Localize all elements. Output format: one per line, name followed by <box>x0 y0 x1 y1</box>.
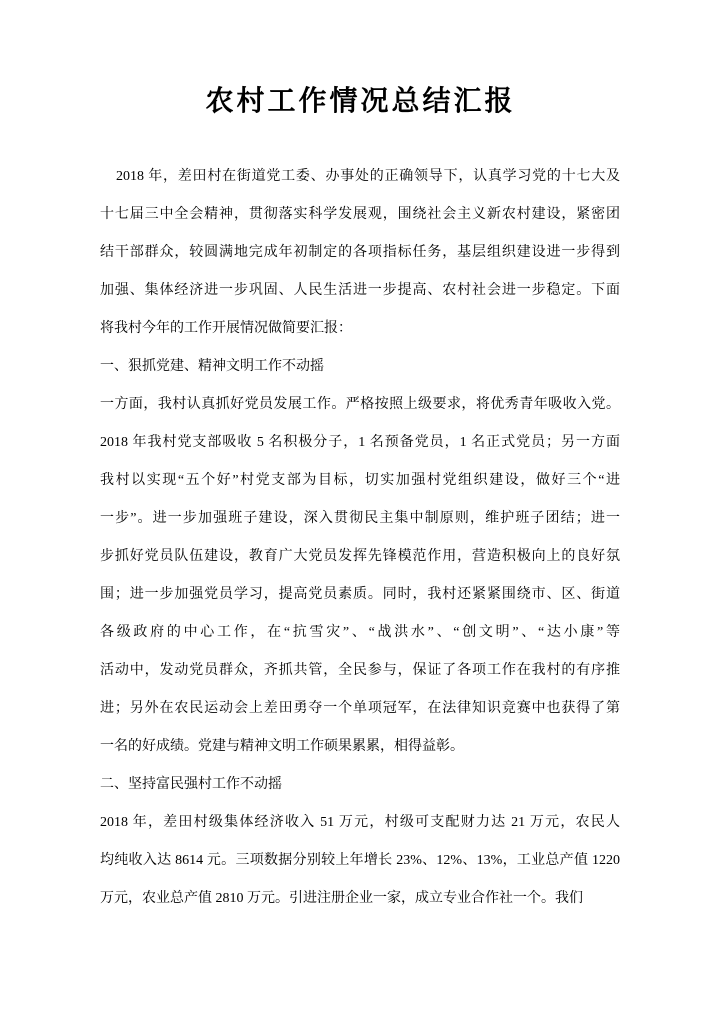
paragraph-line: 2018 年，差田村在街道党工委、办事处的正确领导下，认真学习党的十七大及 <box>116 169 620 184</box>
paragraph-line: 各级政府的中心工作，在“抗雪灾”、“战洪水”、“创文明”、“达小康”等 <box>100 625 620 640</box>
paragraph-line: 十七届三中全会精神，贯彻落实科学发展观，围绕社会主义新农村建设，紧密团 <box>100 207 620 222</box>
section-heading: 二、坚持富民强村工作不动摇 <box>100 777 282 792</box>
paragraph-line: 活动中，发动党员群众，齐抓共管，全民参与，保证了各项工作在我村的有序推 <box>100 663 620 678</box>
paragraph-line: 我村以实现“五个好”村党支部为目标，切实加强村党组织建设，做好三个“进 <box>100 473 620 488</box>
paragraph-line: 围；进一步加强党员学习，提高党员素质。同时，我村还紧紧围绕市、区、街道 <box>100 587 620 602</box>
paragraph-line: 2018 年我村党支部吸收 5 名积极分子，1 名预备党员，1 名正式党员；另一方面 <box>100 435 620 450</box>
paragraph-line: 2018 年，差田村级集体经济收入 51 万元，村级可支配财力达 21 万元，农民人 <box>100 815 620 830</box>
paragraph-line: 加强、集体经济进一步巩固、人民生活进一步提高、农村社会进一步稳定。下面 <box>100 283 620 298</box>
paragraph-line: 步抓好党员队伍建设，教育广大党员发挥先锋模范作用，营造积极向上的良好氛 <box>100 549 620 564</box>
paragraph-line: 将我村今年的工作开展情况做简要汇报： <box>100 321 352 336</box>
document-body <box>100 158 620 918</box>
section-heading: 一、狠抓党建、精神文明工作不动摇 <box>100 359 324 374</box>
paragraph-line: 进；另外在农民运动会上差田勇夺一个单项冠军，在法律知识竞赛中也获得了第 <box>100 701 620 716</box>
paragraph-line: 万元，农业总产值 2810 万元。引进注册企业一家，成立专业合作社一个。我们 <box>100 891 583 906</box>
paragraph-line: 结干部群众，较圆满地完成年初制定的各项指标任务，基层组织建设进一步得到 <box>100 245 620 260</box>
paragraph-line: 均纯收入达 8614 元。三项数据分别较上年增长 23%、12%、13%，工业总产值 1220 <box>100 853 620 868</box>
paragraph-line: 一步”。进一步加强班子建设，深入贯彻民主集中制原则，维护班子团结；进一 <box>100 511 620 526</box>
paragraph-line: 一方面，我村认真抓好党员发展工作。严格按照上级要求，将优秀青年吸收入党。 <box>100 397 620 412</box>
paragraph-line: 一名的好成绩。党建与精神文明工作硕果累累，相得益彰。 <box>100 739 464 754</box>
page-title: 农村工作情况总结汇报 <box>205 86 516 117</box>
